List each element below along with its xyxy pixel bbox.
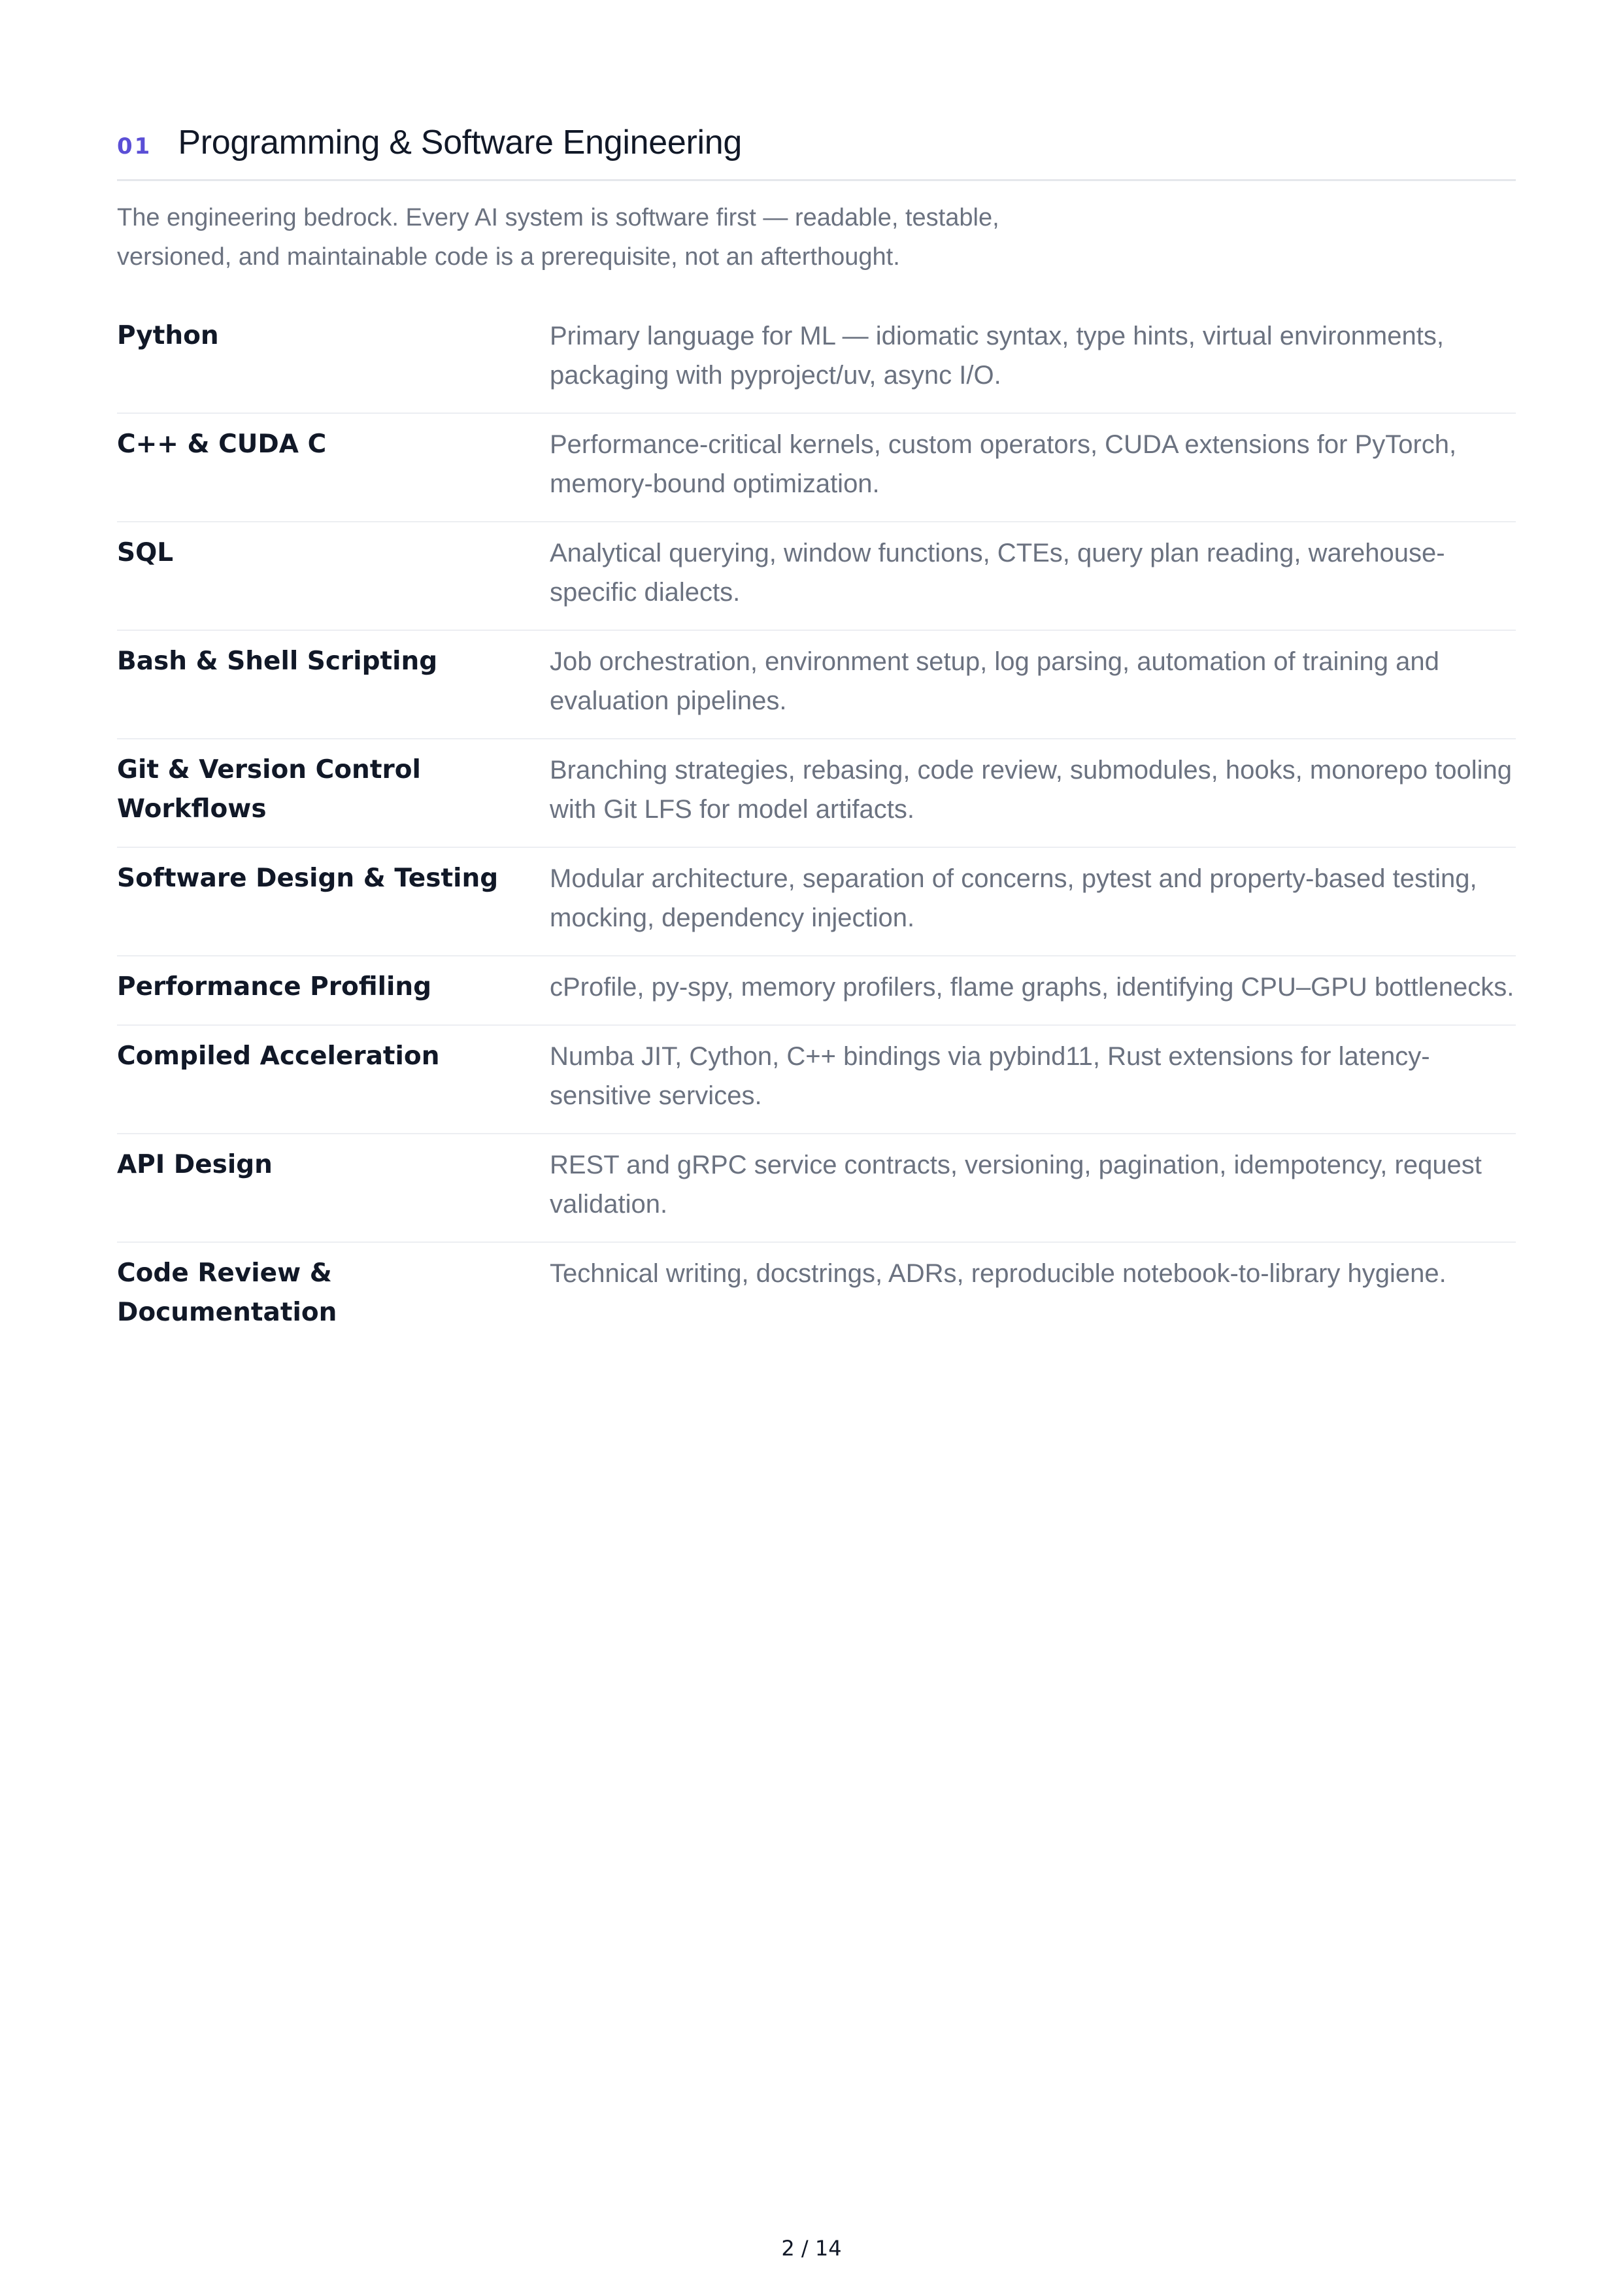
skill-description: Analytical querying, window functions, CTEs, query plan reading, warehouse-specific dialects. (550, 539, 1445, 607)
skill-row-cpp-cuda (117, 414, 1516, 522)
section-header (117, 123, 1516, 181)
page-number: 2 / 14 (781, 2236, 842, 2261)
skill-row-compiled-acceleration (117, 1026, 1516, 1134)
skill-name: Python (117, 321, 219, 350)
skill-name: Code Review & Documentation (117, 1258, 337, 1327)
section-programming (117, 123, 1516, 1350)
skill-name: Git & Version Control Workflows (117, 755, 421, 824)
skill-row-code-review (117, 1243, 1516, 1350)
skill-description: Branching strategies, rebasing, code review, submodules, hooks, monorepo tooling with Git LFS for model artifacts. (550, 756, 1512, 824)
skill-name: Compiled Acceleration (117, 1041, 440, 1071)
skill-name: Software Design & Testing (117, 864, 499, 893)
skill-row-git (117, 739, 1516, 848)
skill-description: Primary language for ML — idiomatic syntax, type hints, virtual environments, packaging with pyproject/uv, async I/O. (550, 322, 1444, 390)
skill-name: API Design (117, 1150, 273, 1179)
section-title: Programming & Software Engineering (178, 124, 743, 161)
skill-description: Technical writing, docstrings, ADRs, reproducible notebook-to-library hygiene. (550, 1259, 1447, 1288)
skill-name: SQL (117, 538, 174, 567)
skill-row-profiling (117, 956, 1516, 1026)
skill-row-python (117, 305, 1516, 414)
skill-row-sql (117, 522, 1516, 631)
skill-name: Bash & Shell Scripting (117, 647, 438, 676)
skill-description: Performance-critical kernels, custom operators, CUDA extensions for PyTorch, memory-bound optimization. (550, 430, 1457, 498)
skills-list (117, 305, 1516, 1350)
skill-description: Numba JIT, Cython, C++ bindings via pybind11, Rust extensions for latency-sensitive services. (550, 1042, 1430, 1110)
section-intro: The engineering bedrock. Every AI system is software first — readable, testable, versioned, and maintainable code is a prerequisite, not an afterthought. (117, 204, 999, 271)
skill-description: REST and gRPC service contracts, versioning, pagination, idempotency, request validation. (550, 1151, 1482, 1219)
section-number: 01 (117, 133, 152, 160)
skill-description: Modular architecture, separation of concerns, pytest and property-based testing, mocking, dependency injection. (550, 864, 1477, 932)
skill-row-software-design (117, 848, 1516, 956)
skill-description: cProfile, py-spy, memory profilers, flame graphs, identifying CPU–GPU bottlenecks. (550, 973, 1514, 1002)
skill-name: Performance Profiling (117, 972, 432, 1002)
skill-name: C++ & CUDA C (117, 430, 327, 459)
skill-description: Job orchestration, environment setup, log parsing, automation of training and evaluation pipelines. (550, 647, 1439, 715)
skill-row-api-design (117, 1134, 1516, 1243)
skill-row-bash (117, 631, 1516, 739)
